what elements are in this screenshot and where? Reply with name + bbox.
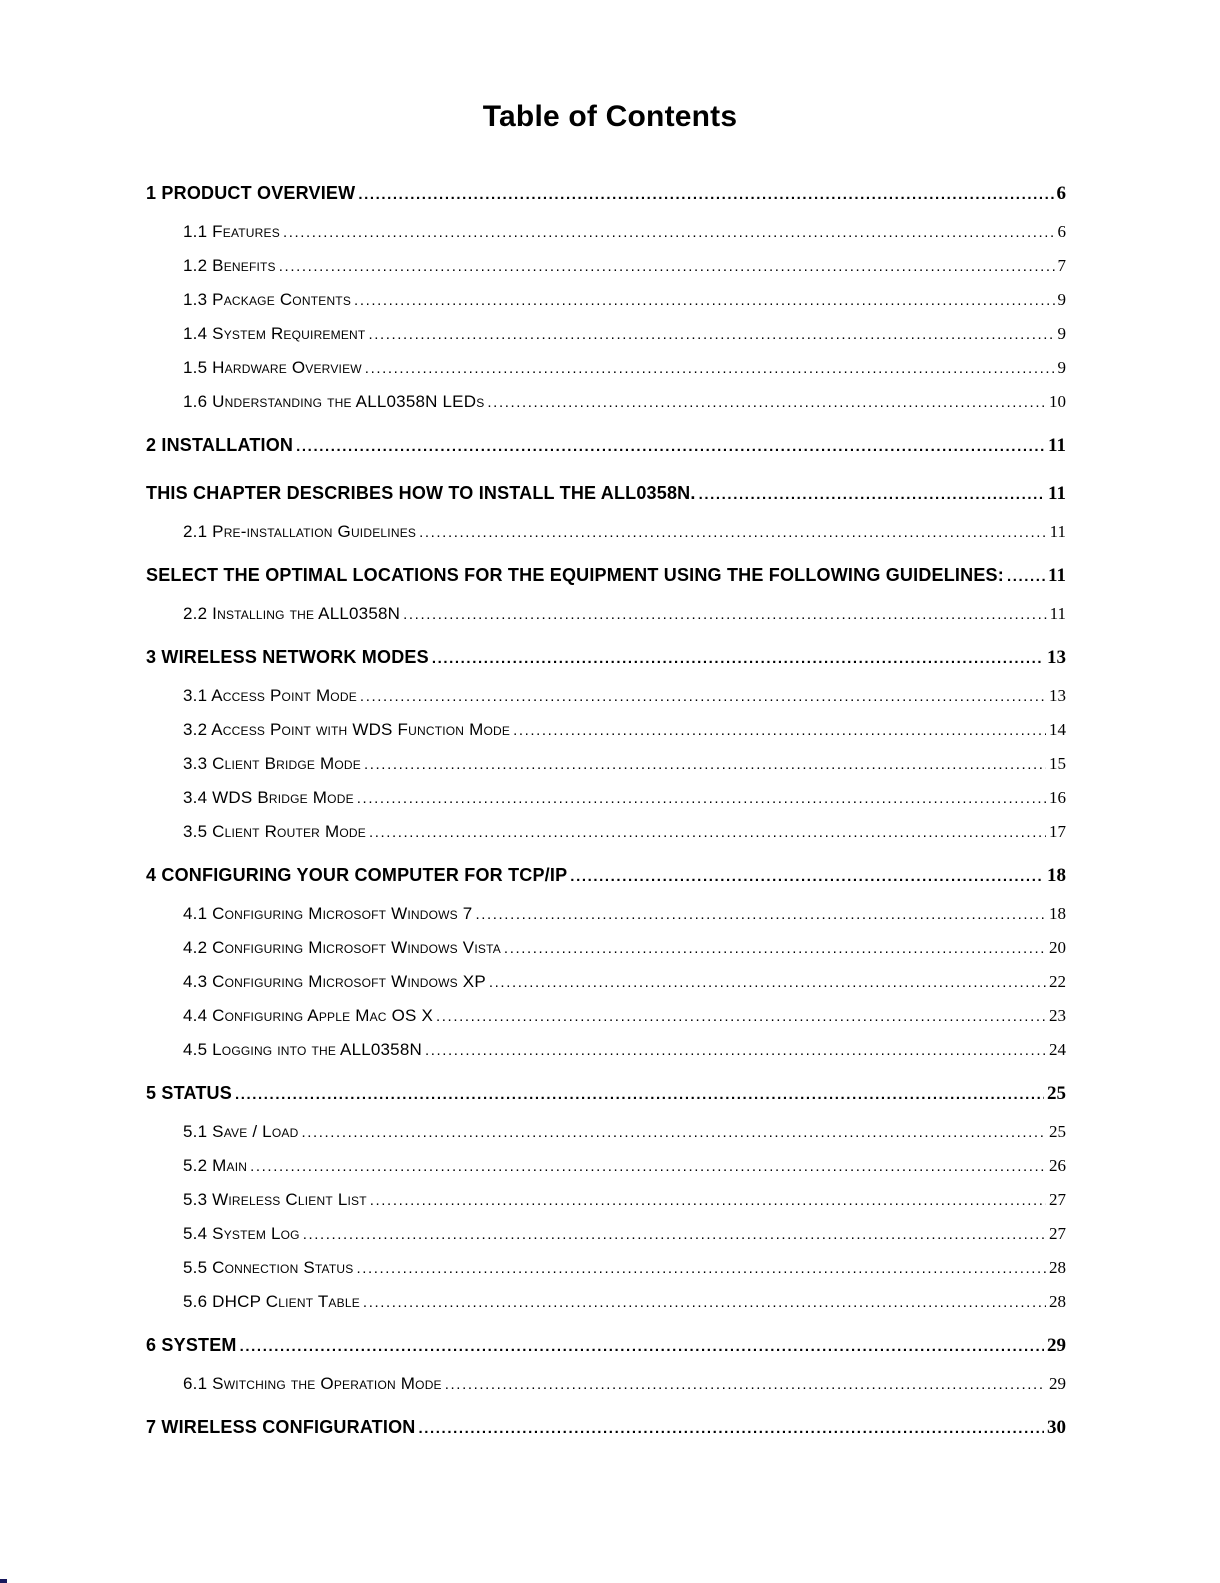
toc-entry: [183, 970, 1066, 993]
toc-entry: [146, 564, 1066, 587]
toc-entry-label: 5.2 Main: [183, 1156, 248, 1175]
toc-entry-label: 5.6 DHCP Client Table: [183, 1292, 360, 1311]
toc-entry: [146, 182, 1066, 205]
toc-entry-page: 25: [1049, 1122, 1066, 1141]
toc-entry-label: 6 SYSTEM: [146, 1335, 237, 1355]
toc-entry-page: 14: [1049, 720, 1066, 739]
dot-leader: [489, 971, 1046, 994]
toc-entry-label: 3.4 WDS Bridge Mode: [183, 788, 354, 807]
dot-leader: [354, 289, 1054, 312]
toc-entry: [183, 902, 1066, 925]
toc-entry-page: 6: [1056, 183, 1066, 204]
dot-leader: [364, 753, 1046, 776]
toc-entry-label: 5.5 Connection Status: [183, 1258, 354, 1277]
toc-entry-page: 10: [1049, 392, 1066, 411]
dot-leader: [403, 603, 1046, 626]
dot-leader: [436, 1005, 1046, 1028]
toc-entry: [183, 786, 1066, 809]
toc-entry-page: 28: [1049, 1258, 1066, 1277]
toc-entry: [146, 1334, 1066, 1357]
dot-leader: [425, 1039, 1046, 1062]
toc-entry-label: 7 WIRELESS CONFIGURATION: [146, 1417, 416, 1437]
dot-leader: [279, 255, 1055, 278]
dot-leader: [365, 357, 1055, 380]
toc-entry-page: 29: [1049, 1374, 1066, 1393]
dot-leader: [283, 221, 1055, 244]
toc-entry-label: 1 PRODUCT OVERVIEW: [146, 183, 356, 203]
toc-entry-label: 3.1 Access Point Mode: [183, 686, 357, 705]
toc-entry: [146, 864, 1066, 887]
toc-entry: [183, 1256, 1066, 1279]
dot-leader: [419, 521, 1047, 544]
dot-leader: [360, 685, 1046, 708]
toc-entry-page: 9: [1057, 324, 1066, 343]
toc-entry: [183, 820, 1066, 843]
dot-leader: [235, 1083, 1044, 1106]
toc-entry-page: 23: [1049, 1006, 1066, 1025]
toc-entry-page: 26: [1049, 1156, 1066, 1175]
toc-entry-label: SELECT THE OPTIMAL LOCATIONS FOR THE EQUIPMENT USING THE FOLLOWING GUIDELINES:: [146, 565, 1004, 585]
toc-entry: [183, 520, 1066, 543]
toc-entry-label: 5.3 Wireless Client List: [183, 1190, 367, 1209]
toc-entry-label: 4.5 Logging into the ALL0358N: [183, 1040, 422, 1059]
toc-entry: [146, 482, 1066, 505]
toc-entry: [183, 1038, 1066, 1061]
toc-entry-page: 11: [1049, 522, 1066, 541]
toc-entry-label: 2.1 Pre-installation Guidelines: [183, 522, 417, 541]
toc-entry-page: 22: [1049, 972, 1066, 991]
toc-entry: [183, 1290, 1066, 1313]
toc-entry-label: 2.2 Installing the ALL0358N: [183, 604, 401, 623]
toc-entry-page: 11: [1048, 483, 1066, 504]
toc-entry-label: 5 STATUS: [146, 1083, 232, 1103]
toc-entry-label: 6.1 Switching the Operation Mode: [183, 1374, 442, 1393]
dot-leader: [1007, 565, 1045, 588]
toc-list: [146, 172, 1066, 1443]
dot-leader: [358, 183, 1053, 206]
toc-entry: [183, 322, 1066, 345]
toc-entry: [183, 356, 1066, 379]
toc-entry-label: 1.4 System Requirement: [183, 324, 366, 343]
toc-entry-page: 30: [1047, 1417, 1066, 1438]
toc-entry-page: 11: [1048, 435, 1066, 456]
toc-entry-page: 15: [1049, 754, 1066, 773]
toc-entry-page: 7: [1057, 256, 1066, 275]
dot-leader: [368, 323, 1054, 346]
toc-entry: [183, 1222, 1066, 1245]
toc-entry-label: 5.4 System Log: [183, 1224, 300, 1243]
toc-entry-label: 1.6 Understanding the ALL0358N LEDs: [183, 392, 485, 411]
toc-entry-label: 1.2 Benefits: [183, 256, 276, 275]
toc-entry-page: 18: [1047, 865, 1066, 886]
toc-entry-page: 29: [1047, 1335, 1066, 1356]
toc-entry-page: 25: [1047, 1083, 1066, 1104]
toc-entry: [146, 1082, 1066, 1105]
toc-entry-label: 1.1 Features: [183, 222, 280, 241]
toc-entry: [146, 1416, 1066, 1439]
toc-entry: [183, 752, 1066, 775]
toc-entry-page: 16: [1049, 788, 1066, 807]
toc-entry: [183, 718, 1066, 741]
toc-entry: [183, 220, 1066, 243]
toc-entry-label: 1.3 Package Contents: [183, 290, 352, 309]
toc-entry: [183, 1372, 1066, 1395]
toc-entry: [183, 1004, 1066, 1027]
page-title: Table of Contents: [482, 100, 738, 133]
dot-leader: [356, 1257, 1046, 1280]
toc-entry-page: 17: [1049, 822, 1066, 841]
toc-entry-page: 13: [1047, 647, 1066, 668]
dot-leader: [504, 937, 1046, 960]
toc-entry-label: 4.3 Configuring Microsoft Windows XP: [183, 972, 486, 991]
toc-entry-label: 4.4 Configuring Apple Mac OS X: [183, 1006, 434, 1025]
dot-leader: [303, 1223, 1046, 1246]
toc-entry-page: 27: [1049, 1224, 1066, 1243]
toc-entry-page: 9: [1057, 290, 1066, 309]
toc-entry: [183, 288, 1066, 311]
toc-entry-label: 3 WIRELESS NETWORK MODES: [146, 647, 429, 667]
toc-entry-page: 11: [1048, 565, 1066, 586]
dot-leader: [369, 821, 1046, 844]
dot-leader: [432, 647, 1044, 670]
dot-leader: [250, 1155, 1046, 1178]
dot-leader: [445, 1373, 1046, 1396]
toc-entry-label: THIS CHAPTER DESCRIBES HOW TO INSTALL THE ALL0358N.: [146, 483, 696, 503]
toc-entry-label: 4.1 Configuring Microsoft Windows 7: [183, 904, 473, 923]
toc-entry-page: 20: [1049, 938, 1066, 957]
toc-entry-label: 4.2 Configuring Microsoft Windows Vista: [183, 938, 501, 957]
toc-entry-label: 5.1 Save / Load: [183, 1122, 299, 1141]
toc-entry: [183, 254, 1066, 277]
toc-entry-page: 24: [1049, 1040, 1066, 1059]
toc-entry: [146, 434, 1066, 457]
toc-entry: [183, 602, 1066, 625]
toc-entry-page: 28: [1049, 1292, 1066, 1311]
toc-entry-label: 2 INSTALLATION: [146, 435, 294, 455]
toc-entry-label: 4 CONFIGURING YOUR COMPUTER FOR TCP/IP: [146, 865, 568, 885]
dot-leader: [357, 787, 1046, 810]
dot-leader: [296, 435, 1045, 458]
dot-leader: [301, 1121, 1046, 1144]
toc-entry-label: 3.3 Client Bridge Mode: [183, 754, 361, 773]
toc-entry: [183, 1154, 1066, 1177]
toc-entry: [183, 1188, 1066, 1211]
toc-entry-page: 6: [1057, 222, 1066, 241]
toc-entry-label: 3.5 Client Router Mode: [183, 822, 366, 841]
toc-entry: [183, 390, 1066, 413]
dot-leader: [418, 1417, 1044, 1440]
toc-entry: [183, 684, 1066, 707]
dot-leader: [370, 1189, 1046, 1212]
toc-entry-page: 13: [1049, 686, 1066, 705]
toc-entry: [146, 646, 1066, 669]
toc-entry-label: 3.2 Access Point with WDS Function Mode: [183, 720, 511, 739]
toc-entry-page: 27: [1049, 1190, 1066, 1209]
dot-leader: [699, 483, 1045, 506]
dot-leader: [487, 391, 1046, 414]
dot-leader: [240, 1335, 1044, 1358]
toc-entry: [183, 936, 1066, 959]
dot-leader: [475, 903, 1046, 926]
dot-leader: [513, 719, 1046, 742]
toc-entry-page: 18: [1049, 904, 1066, 923]
dot-leader: [570, 865, 1044, 888]
corner-mark: [0, 1579, 7, 1583]
toc-entry: [183, 1120, 1066, 1143]
toc-entry-label: 1.5 Hardware Overview: [183, 358, 362, 377]
toc-entry-page: 9: [1057, 358, 1066, 377]
toc-entry-page: 11: [1049, 604, 1066, 623]
dot-leader: [363, 1291, 1046, 1314]
